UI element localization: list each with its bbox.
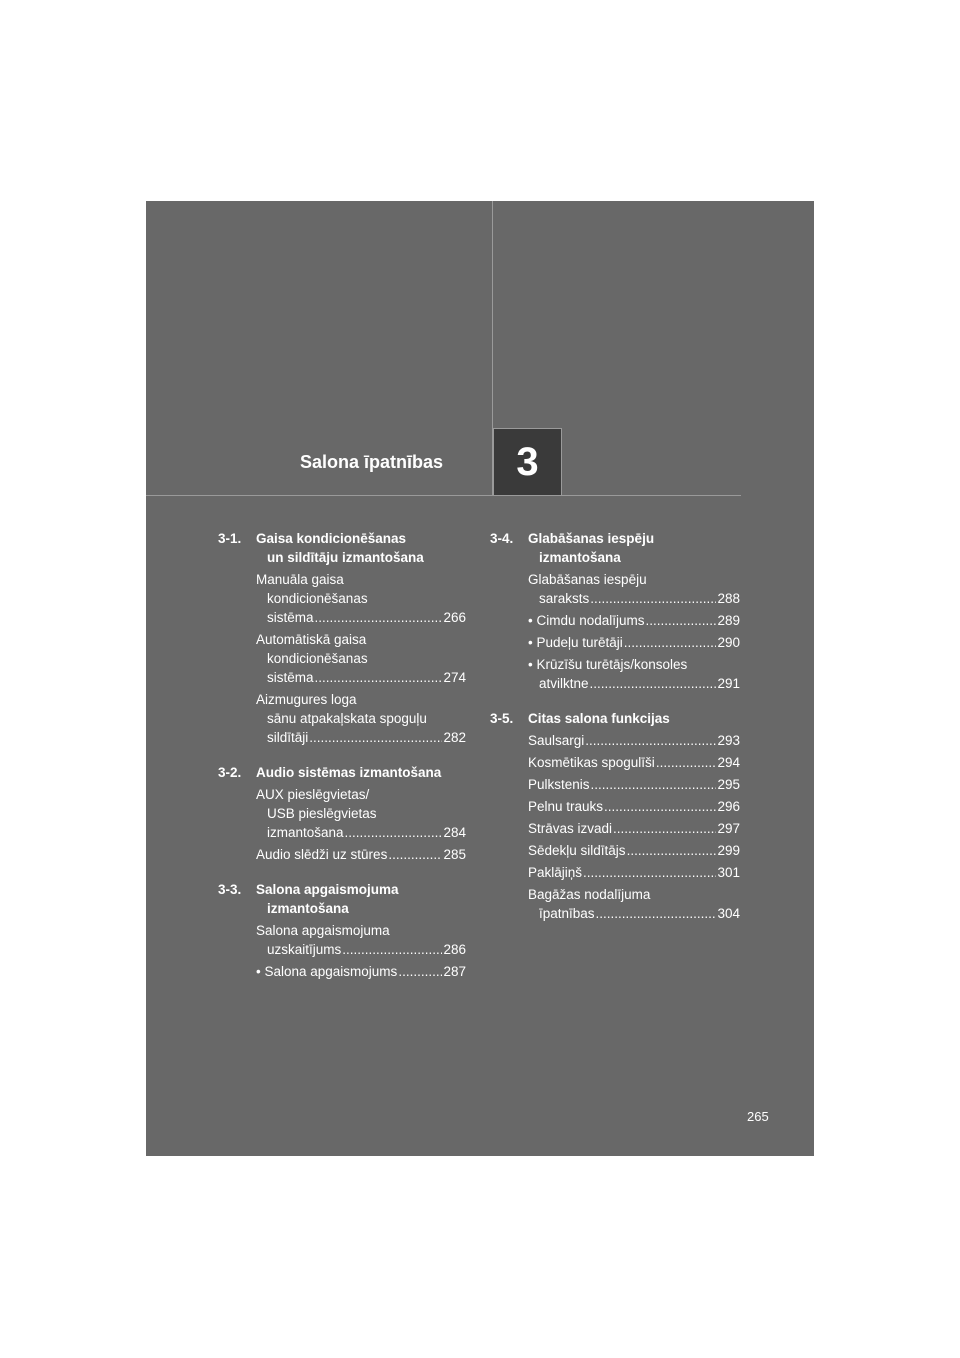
entry-leader-line xyxy=(528,904,740,923)
entry-leader-line xyxy=(256,845,466,864)
entry-text: saraksts xyxy=(539,591,590,606)
entry-page: 294 xyxy=(717,755,740,770)
dot-leader xyxy=(315,668,443,687)
entry-text-line: kondicionēšanas xyxy=(267,651,368,666)
dot-leader xyxy=(345,823,443,842)
dot-leader xyxy=(591,775,717,794)
toc-entry[interactable] xyxy=(256,570,466,627)
dot-leader xyxy=(646,611,717,630)
dot-leader xyxy=(604,797,716,816)
toc-entry[interactable] xyxy=(528,863,740,882)
dot-leader xyxy=(398,962,442,981)
toc-entry[interactable] xyxy=(528,841,740,860)
entry-page: 297 xyxy=(717,821,740,836)
entry-leader-line xyxy=(528,819,740,838)
toc-entry[interactable] xyxy=(528,885,740,923)
entry-page: 285 xyxy=(443,847,466,862)
entry-text: Saulsargi xyxy=(528,733,585,748)
entry-leader-line xyxy=(528,863,740,882)
entry-leader-line xyxy=(528,633,740,652)
section-entries xyxy=(490,570,740,693)
entry-page: 290 xyxy=(717,635,740,650)
entry-text: Sēdekļu sildītājs xyxy=(528,843,626,858)
chapter-number: 3 xyxy=(516,439,539,484)
dot-leader xyxy=(342,940,442,959)
chapter-title: Salona īpatnības xyxy=(300,452,444,472)
toc-section xyxy=(218,880,466,981)
entry-text-line: sānu atpakaļskata spoguļu xyxy=(267,711,427,726)
entry-page: 293 xyxy=(717,733,740,748)
toc-entry[interactable] xyxy=(256,921,466,959)
toc-entry[interactable] xyxy=(256,845,466,864)
entry-page: 291 xyxy=(717,676,740,691)
toc-column-right xyxy=(490,529,740,939)
entry-text-line: Manuāla gaisa xyxy=(256,572,344,587)
entry-leader-line xyxy=(528,753,740,772)
dot-leader xyxy=(613,819,716,838)
entry-page: 274 xyxy=(443,670,466,685)
entry-text-line: Automātiskā gaisa xyxy=(256,632,367,647)
toc-section xyxy=(490,709,740,923)
entry-page: 295 xyxy=(717,777,740,792)
section-title-line: Salona apgaismojuma xyxy=(256,882,399,897)
entry-leader-line xyxy=(528,611,740,630)
entry-leader-line xyxy=(528,775,740,794)
section-heading xyxy=(490,529,740,567)
entry-leader-line xyxy=(528,674,740,693)
entry-leader-line xyxy=(528,731,740,750)
entry-text: Paklājiņš xyxy=(528,865,583,880)
entry-text-line: kondicionēšanas xyxy=(267,591,368,606)
dot-leader xyxy=(585,731,716,750)
entry-leader-line xyxy=(256,728,466,747)
toc-entry[interactable] xyxy=(528,753,740,772)
section-title-line: izmantošana xyxy=(539,550,621,565)
entry-leader-line xyxy=(256,962,466,981)
entry-text-line: Glabāšanas iespēju xyxy=(528,572,647,587)
entry-leader-line xyxy=(256,940,466,959)
entry-text: Kosmētikas spogulīši xyxy=(528,755,655,770)
toc-column-left xyxy=(218,529,466,997)
section-number: 3-4. xyxy=(490,531,514,546)
section-title-line: Citas salona funkcijas xyxy=(528,711,670,726)
divider-horizontal xyxy=(146,495,741,496)
entry-page: 301 xyxy=(717,865,740,880)
section-number: 3-3. xyxy=(218,882,242,897)
toc-section xyxy=(490,529,740,693)
toc-entry[interactable] xyxy=(528,633,740,652)
entry-text: sistēma xyxy=(267,670,314,685)
dot-leader xyxy=(309,728,442,747)
section-entries xyxy=(218,921,466,981)
chapter-number-box xyxy=(493,428,562,495)
entry-text: Pelnu trauks xyxy=(528,799,604,814)
toc-entry[interactable] xyxy=(528,655,740,693)
dot-leader xyxy=(590,589,716,608)
section-heading xyxy=(218,763,466,782)
entry-page: 289 xyxy=(717,613,740,628)
dot-leader xyxy=(590,674,717,693)
entry-text-line: • Krūzīšu turētājs/konsoles xyxy=(528,657,688,672)
toc-entry[interactable] xyxy=(528,819,740,838)
entry-text: atvilktne xyxy=(539,676,589,691)
entry-text: Audio slēdži uz stūres xyxy=(256,847,388,862)
toc-entry[interactable] xyxy=(256,690,466,747)
entry-text-line: Bagāžas nodalījuma xyxy=(528,887,651,902)
toc-entry[interactable] xyxy=(528,731,740,750)
section-number: 3-1. xyxy=(218,531,242,546)
toc-entry[interactable] xyxy=(528,611,740,630)
entry-text: • Pudeļu turētāji xyxy=(528,635,623,650)
entry-text: Pulkstenis xyxy=(528,777,590,792)
entry-page: 304 xyxy=(717,906,740,921)
section-title-line: Gaisa kondicionēšanas xyxy=(256,531,407,546)
toc-entry[interactable] xyxy=(528,775,740,794)
section-entries xyxy=(490,731,740,923)
entry-leader-line xyxy=(256,823,466,842)
toc-section xyxy=(218,529,466,747)
section-title-line: izmantošana xyxy=(267,901,349,916)
entry-leader-line xyxy=(256,608,466,627)
toc-entry[interactable] xyxy=(256,785,466,842)
section-heading xyxy=(490,709,740,728)
entry-text: uzskaitījums xyxy=(267,942,342,957)
entry-leader-line xyxy=(528,589,740,608)
dot-leader xyxy=(583,863,716,882)
entry-text: Strāvas izvadi xyxy=(528,821,613,836)
entry-leader-line xyxy=(528,797,740,816)
dot-leader xyxy=(627,841,717,860)
dot-leader xyxy=(315,608,443,627)
entry-page: 288 xyxy=(717,591,740,606)
entry-text-line: USB pieslēgvietas xyxy=(267,806,377,821)
entry-leader-line xyxy=(528,841,740,860)
entry-text-line: AUX pieslēgvietas/ xyxy=(256,787,370,802)
entry-leader-line xyxy=(256,668,466,687)
section-title-line: Audio sistēmas izmantošana xyxy=(256,765,442,780)
entry-page: 266 xyxy=(443,610,466,625)
entry-page: 287 xyxy=(443,964,466,979)
dot-leader xyxy=(656,753,717,772)
entry-text: sistēma xyxy=(267,610,314,625)
section-entries xyxy=(218,570,466,747)
dot-leader xyxy=(596,904,717,923)
page-number: 265 xyxy=(747,1109,769,1124)
section-title-line: un sildītāju izmantošana xyxy=(267,550,424,565)
section-heading xyxy=(218,529,466,567)
toc-entry[interactable] xyxy=(256,962,466,981)
entry-page: 284 xyxy=(443,825,466,840)
toc-entry[interactable] xyxy=(528,797,740,816)
toc-entry[interactable] xyxy=(528,570,740,608)
entry-text: sildītāji xyxy=(267,730,309,745)
toc-section xyxy=(218,763,466,864)
entry-page: 286 xyxy=(443,942,466,957)
entry-text: izmantošana xyxy=(267,825,344,840)
entry-page: 282 xyxy=(443,730,466,745)
entry-text: • Salona apgaismojums xyxy=(256,964,398,979)
entry-text-line: Aizmugures loga xyxy=(256,692,357,707)
entry-text: īpatnības xyxy=(539,906,595,921)
section-number: 3-5. xyxy=(490,711,514,726)
section-heading xyxy=(218,880,466,918)
entry-text-line: Salona apgaismojuma xyxy=(256,923,390,938)
dot-leader xyxy=(388,845,442,864)
dot-leader xyxy=(624,633,717,652)
section-title-line: Glabāšanas iespēju xyxy=(528,531,655,546)
toc-entry[interactable] xyxy=(256,630,466,687)
section-entries xyxy=(218,785,466,864)
entry-page: 296 xyxy=(717,799,740,814)
section-number: 3-2. xyxy=(218,765,242,780)
entry-page: 299 xyxy=(717,843,740,858)
entry-text: • Cimdu nodalījums xyxy=(528,613,645,628)
